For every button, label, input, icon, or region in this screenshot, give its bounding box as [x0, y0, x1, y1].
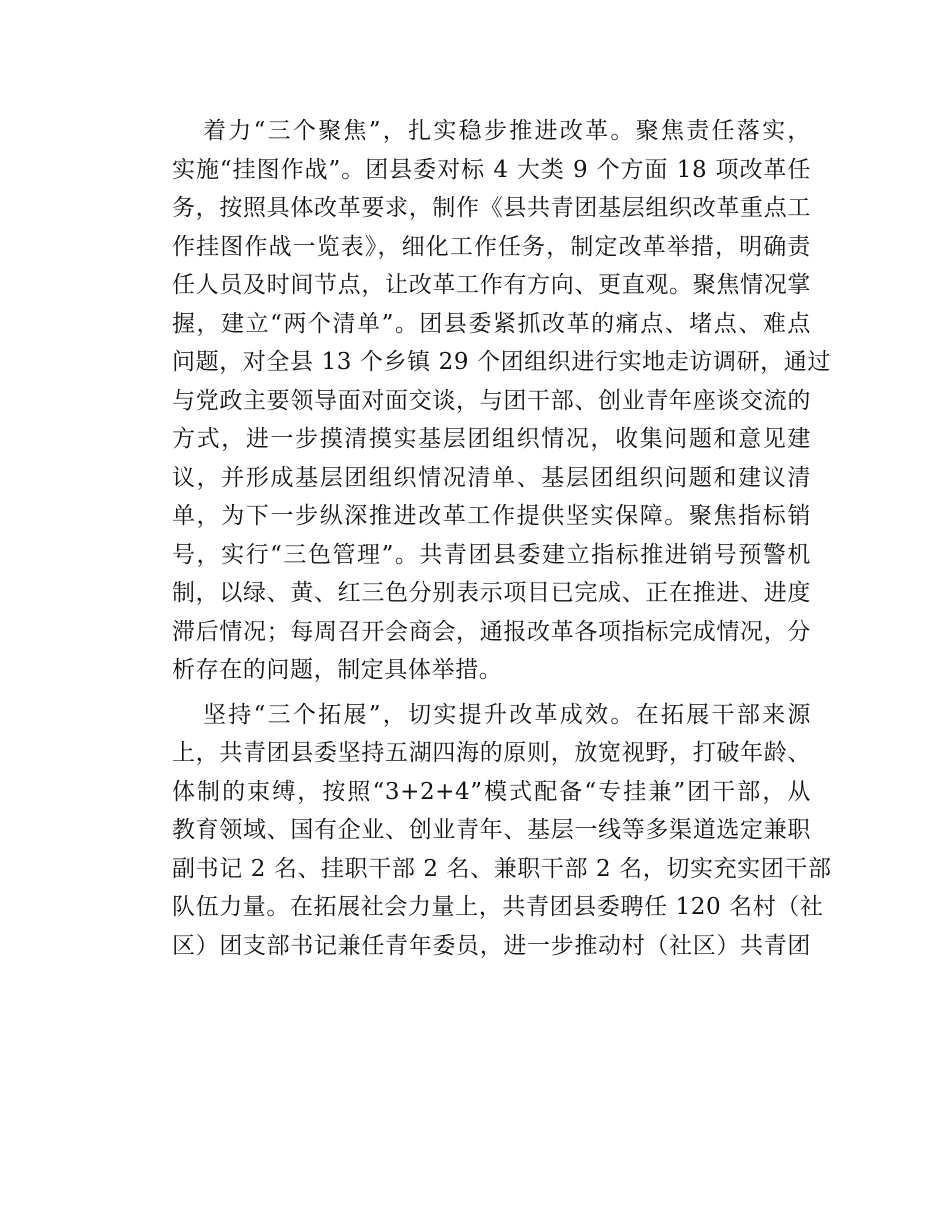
text-line: 体制的束缚，按照“3+2+4”模式配备“专挂兼”团干部，从 [172, 778, 811, 805]
text-line: 单，为下一步纵深推进改革工作提供坚实保障。聚焦指标销 [172, 503, 811, 529]
text-line: 议，并形成基层团组织情况清单、基层团组织问题和建议清 [172, 464, 811, 491]
text-line: 区）团支部书记兼任青年委员，进一步推动村（社区）共青团 [172, 932, 811, 959]
text-line: 队伍力量。在拓展社会力量上，共青团县委聘任 120 名村（社 [172, 894, 824, 920]
document-body [141, 112, 832, 971]
text-line: 滞后情况；每周召开会商会，通报改革各项指标完成情况，分 [172, 618, 811, 645]
text-line: 制，以绿、黄、红三色分别表示项目已完成、正在推进、进度 [172, 580, 811, 606]
text-line: 坚持“三个拓展”，切实提升改革成效。在拓展干部来源 [203, 701, 811, 728]
text-line: 作挂图作战一览表》，细化工作任务，制定改革举措，明确责 [172, 233, 811, 260]
text-line: 着力“三个聚焦”，扎实稳步推进改革。聚焦责任落实， [203, 118, 811, 144]
text-line: 握，建立“两个清单”。团县委紧抓改革的痛点、堵点、难点 [172, 310, 811, 337]
text-line: 任人员及时间节点，让改革工作有方向、更直观。聚焦情况掌 [172, 272, 811, 298]
text-line: 实施“挂图作战”。团县委对标 4 大类 9 个方面 18 项改革任 [172, 156, 811, 183]
text-line: 副书记 2 名、挂职干部 2 名、兼职干部 2 名，切实充实团干部 [172, 855, 832, 882]
text-line: 方式，进一步摸清摸实基层团组织情况，收集问题和意见建 [172, 426, 811, 452]
text-line: 析存在的问题，制定具体举措。 [172, 657, 503, 683]
paragraph-three-expansions [141, 696, 832, 966]
paragraph-three-focuses [141, 112, 831, 690]
text-line: 教育领域、国有企业、创业青年、基层一线等多渠道选定兼职 [172, 817, 811, 843]
text-line: 号，实行“三色管理”。共青团县委建立指标推进销号预警机 [172, 541, 811, 568]
text-line: 务，按照具体改革要求，制作《县共青团基层组织改革重点工 [172, 195, 811, 221]
text-line: 与党政主要领导面对面交谈，与团干部、创业青年座谈交流的 [172, 387, 811, 414]
text-line: 上，共青团县委坚持五湖四海的原则，放宽视野，打破年龄、 [172, 740, 811, 766]
text-line: 问题，对全县 13 个乡镇 29 个团组织进行实地走访调研，通过 [172, 349, 831, 375]
